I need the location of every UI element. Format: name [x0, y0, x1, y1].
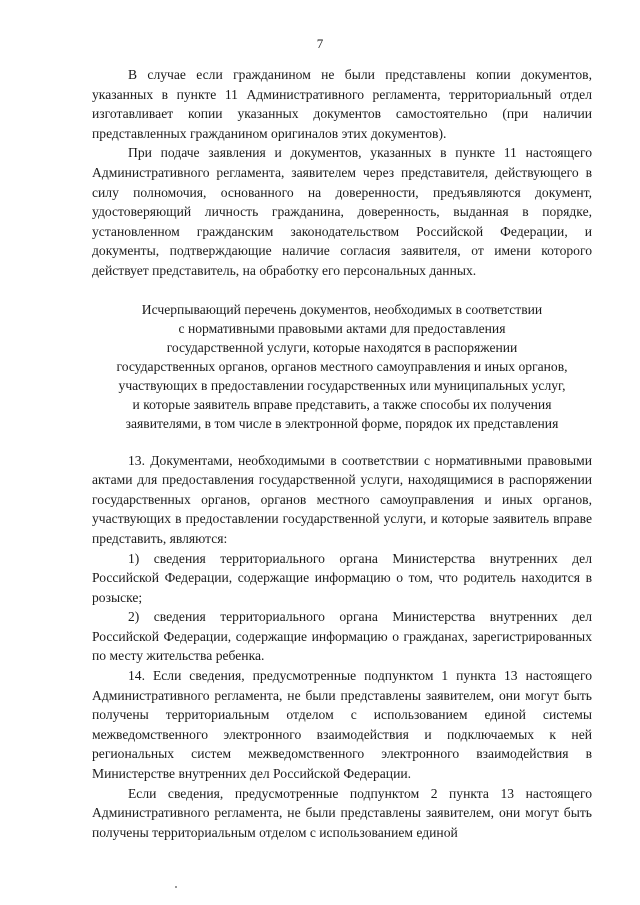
paragraph-representative: При подаче заявления и документов, указанных в пункте 11 настоящего Административного регламента, заявителем через представителя, действующего в силу полномочия, основанного на доверенности, предъявляются документ, удостоверяющий личность гражданина, доверенность, выданная в порядке, установленном гражданским законодательством Российской Федерации, и документы, подтверждающие наличие согласия заявителя, от имени которого действует представитель, на обработку его персональных данных.	[92, 145, 592, 278]
document-body	[92, 65, 592, 842]
paragraph-subitem-2: 2) сведения территориального органа Министерства внутренних дел Российской Федерации, содержащие информацию о гражданах, зарегистрированных по месту жительства ребенка.	[92, 609, 592, 664]
paragraph-item-13: 13. Документами, необходимыми в соответствии с нормативными правовыми актами для предоставления государственной услуги, находящимися в распоряжении государственных органов, органов местного самоуправления и иных органов, участвующих в предоставлении государственной услуги, и которые заявитель вправе представить, являются:	[92, 452, 592, 546]
section-heading	[92, 300, 592, 433]
heading-line: государственной услуги, которые находятся в распоряжении	[166, 339, 518, 355]
scan-dot	[175, 886, 177, 888]
heading-line: государственных органов, органов местного самоуправления и иных органов,	[116, 358, 568, 374]
paragraph-item-14-continued: Если сведения, предусмотренные подпунктом 2 пункта 13 настоящего Административного регламента, не были представлены заявителем, они могут быть получены территориальным отделом с использованием единой	[92, 785, 592, 840]
paragraph-copies: В случае если гражданином не были представлены копии документов, указанных в пункте 11 Административного регламента, территориальный отдел изготавливает копии указанных документов самостоятельно (при наличии представленных гражданином оригиналов этих документов).	[92, 67, 592, 141]
page-number: 7	[316, 36, 324, 51]
heading-line: и которые заявитель вправе представить, а также способы их получения	[132, 396, 552, 412]
paragraph-item-14: 14. Если сведения, предусмотренные подпунктом 1 пункта 13 настоящего Административного регламента, не были представлены заявителем, они могут быть получены территориальным отделом с использованием единой системы межведомственного электронного взаимодействия и подключаемых к ней региональных систем межведомственного электронного взаимодействия в Министерстве внутренних дел Российской Федерации.	[92, 668, 592, 782]
heading-line: заявителями, в том числе в электронной форме, порядок их представления	[125, 415, 559, 431]
heading-line: с нормативными правовыми актами для предоставления	[178, 320, 506, 336]
heading-line: Исчерпывающий перечень документов, необходимых в соответствии	[141, 301, 543, 317]
paragraph-subitem-1: 1) сведения территориального органа Министерства внутренних дел Российской Федерации, содержащие информацию о том, что родитель находится в розыске;	[92, 550, 592, 605]
heading-line: участвующих в предоставлении государственных или муниципальных услуг,	[118, 377, 566, 393]
